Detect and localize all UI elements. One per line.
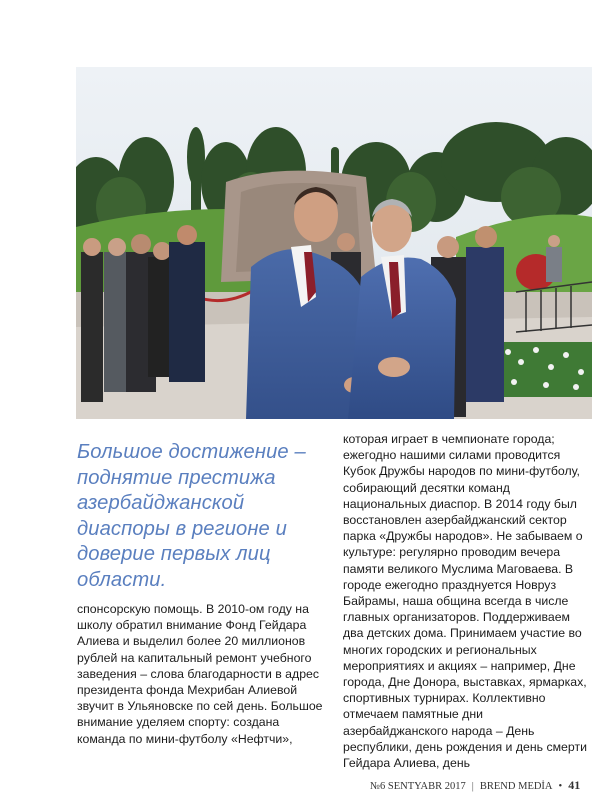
footer-separator: | xyxy=(471,781,474,792)
footer-bullet: • xyxy=(558,781,563,792)
page-number: 41 xyxy=(568,778,581,792)
article-photo xyxy=(76,67,592,419)
left-column xyxy=(77,440,327,747)
magazine-name: BREND MEDİA xyxy=(479,781,553,792)
right-column xyxy=(343,431,588,771)
page-footer xyxy=(370,778,592,793)
photo-illustration xyxy=(76,67,592,419)
pull-quote: Большое достижение – поднятие престижа азербайджанской диаспоры в регионе и доверие первых лиц области. xyxy=(77,441,306,591)
right-column-text: которая играет в чемпионате города; ежегодно нашими силами проводится Кубок Дружбы народов по мини-футболу, собирающий десятки команд национальных диаспор. В 2014 году был восстановлен азербайджанский сектор парка «Дружбы народов». Не забываем о культуре: регулярно проводим вечера памяти великого Муслима Маговаева. В городе ежегодно празднуется Новруз Байрамы, наша община всегда в числе главных организаторов. Поддерживаем два детских дома. Принимаем участие во многих городских и региональных мероприятиях и акциях – например, Дне города, Дне Донора, выставках, ярмарках, спортивных турнирах. Коллективно отмечаем памятные дни азербайджанского народа – День республики, день рождения и день смерти Гейдара Алиева, день xyxy=(343,432,587,771)
issue-label: №6 SENTYABR 2017 xyxy=(370,781,466,792)
left-column-text: спонсорскую помощь. В 2010-ом году на школу обратил внимание Фонд Гейдара Алиева и выделил более 20 миллионов рублей на капитальный ремонт учебного заведения – слова благодарности в адрес президента фонда Мехрибан Алиевой звучит в Ульяновске по сей день. Большое внимание уделяем спорту: создана команда по мини-футболу «Нефтчи», xyxy=(77,602,323,746)
